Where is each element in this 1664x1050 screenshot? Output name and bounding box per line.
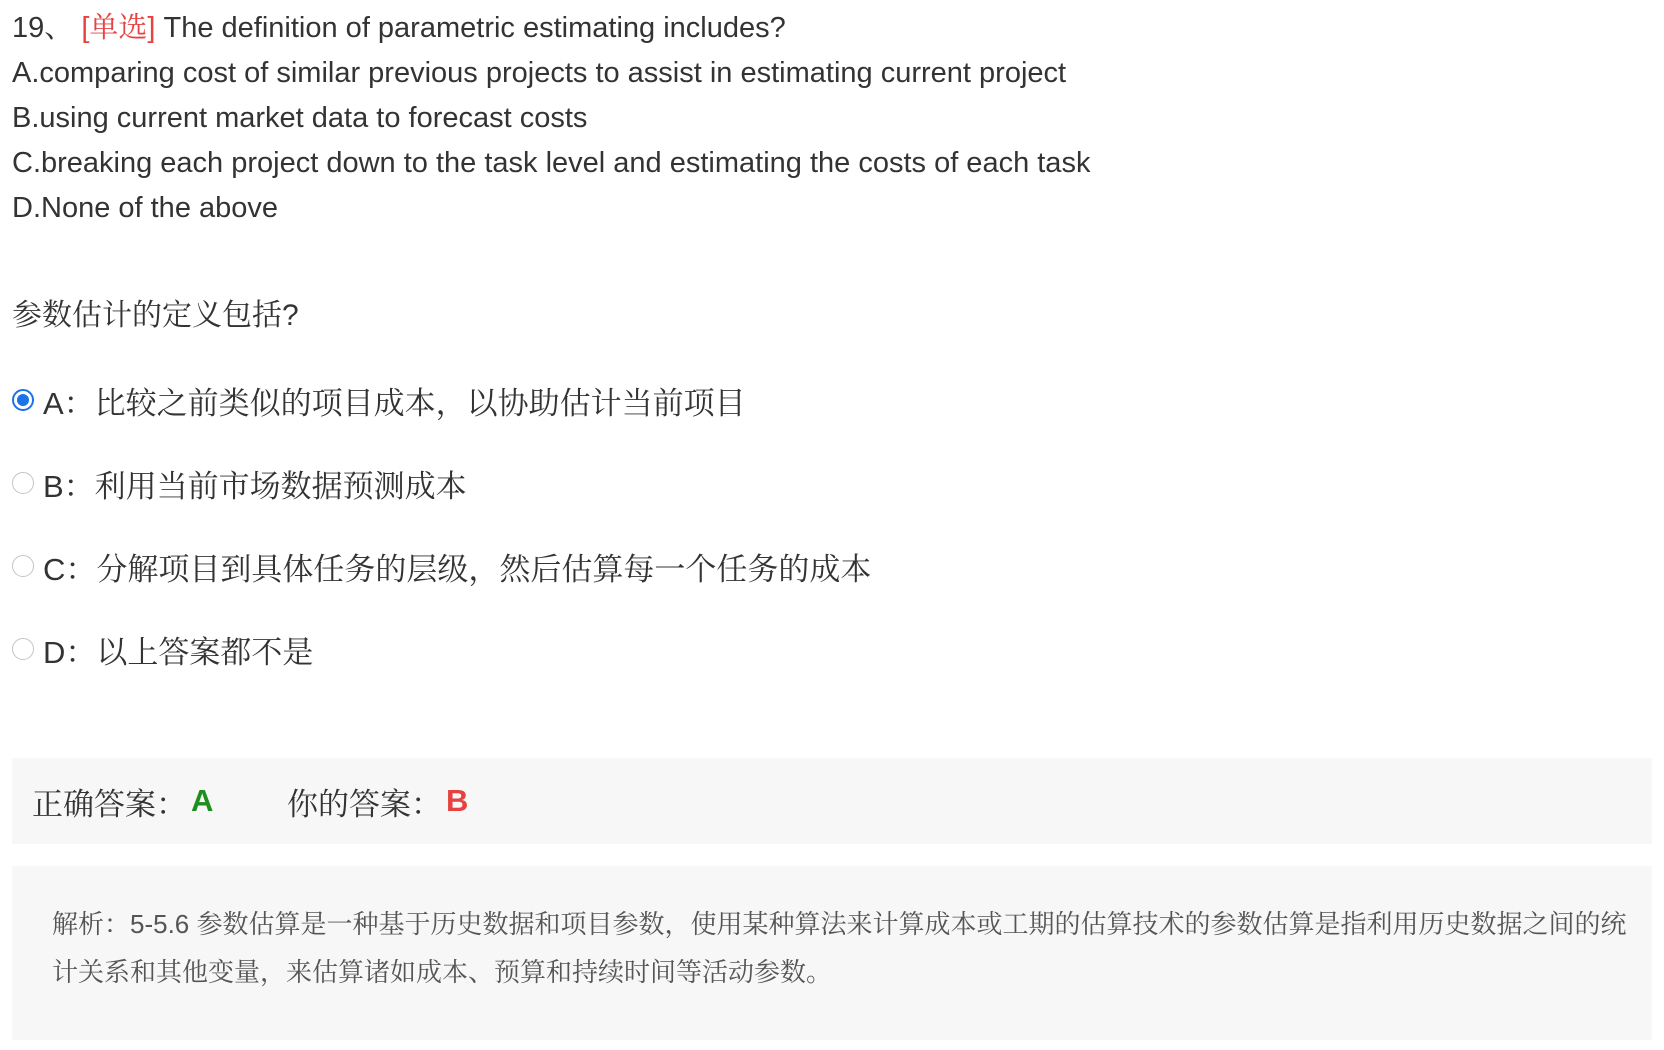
- radio-a[interactable]: [12, 389, 34, 411]
- question-type-label: [单选]: [81, 12, 156, 44]
- option-d-label: D：以上答案都不是: [43, 634, 314, 670]
- analysis-panel: [12, 866, 1652, 1040]
- option-en-d: D.None of the above: [12, 192, 279, 224]
- radio-c[interactable]: [12, 555, 34, 577]
- option-b-label: B：利用当前市场数据预测成本: [43, 468, 467, 504]
- option-b[interactable]: [12, 461, 467, 505]
- question-title-cn: 参数估计的定义包括?: [12, 299, 299, 332]
- option-en-a: A.comparing cost of similar previous projects to assist in estimating current project: [12, 57, 1067, 89]
- your-answer: [287, 758, 468, 844]
- your-answer-label: 你的答案：: [287, 786, 442, 822]
- option-d[interactable]: [12, 627, 313, 671]
- analysis-text: 解析：5-5.6 参数估算是一种基于历史数据和项目参数，使用某种算法来计算成本或工期的估算技术的参数估算是指利用历史数据之间的统计关系和其他变量，来估算诸如成本、预算和持续时间等活动参数。: [52, 909, 1627, 987]
- radio-b[interactable]: [12, 472, 34, 494]
- your-answer-value: B: [446, 783, 469, 818]
- option-a[interactable]: [12, 378, 746, 422]
- option-en-b: B.using current market data to forecast costs: [12, 102, 588, 134]
- question-number: 19、: [12, 12, 74, 44]
- question-title-line: [12, 6, 1632, 51]
- radio-d[interactable]: [12, 638, 34, 660]
- question-title: The definition of parametric estimating includes?: [163, 12, 786, 44]
- option-a-label: A：比较之前类似的项目成本，以协助估计当前项目: [43, 385, 746, 421]
- option-en-c: C.breaking each project down to the task level and estimating the costs of each task: [12, 147, 1091, 179]
- correct-answer-label: 正确答案：: [32, 786, 187, 822]
- option-c-label: C：分解项目到具体任务的层级，然后估算每一个任务的成本: [43, 551, 872, 587]
- option-c[interactable]: [12, 544, 871, 588]
- answer-panel: [12, 758, 1652, 844]
- question-stem: [12, 6, 1632, 231]
- correct-answer-value: A: [191, 783, 214, 818]
- correct-answer: [32, 758, 213, 844]
